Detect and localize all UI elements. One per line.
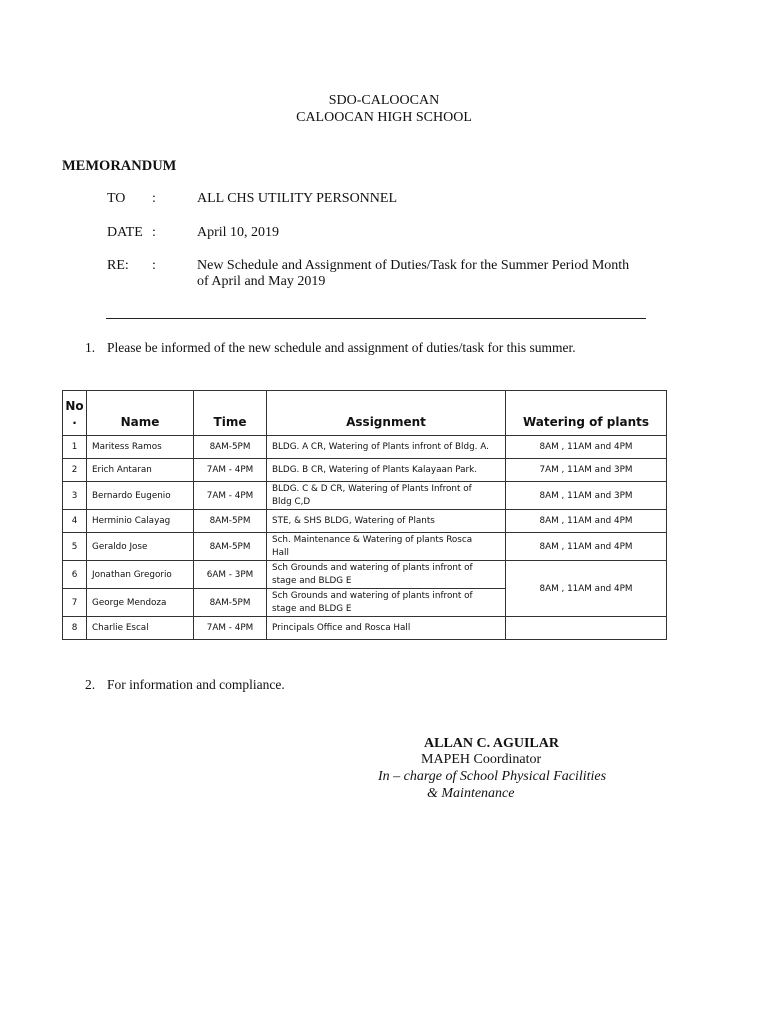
table-row [63, 533, 667, 561]
cell-time: 8AM-5PM [194, 589, 267, 617]
cell-assignment [267, 533, 506, 561]
cell-name: Geraldo Jose [87, 533, 194, 561]
cell-time: 6AM - 3PM [194, 561, 267, 589]
list-item-number: 1. [85, 340, 96, 355]
table-row [63, 482, 667, 510]
cell-no: 8 [63, 617, 87, 640]
cell-time: 7AM - 4PM [194, 482, 267, 510]
date-colon: : [152, 225, 156, 240]
cell-watering: 7AM , 11AM and 3PM [506, 459, 667, 482]
cell-watering: 8AM , 11AM and 3PM [506, 482, 667, 510]
list-item [85, 677, 285, 693]
signatory-title: MAPEH Coordinator [421, 752, 542, 767]
cell-assignment-line2: stage and BLDG E [272, 575, 352, 586]
table-row [63, 510, 667, 533]
cell-assignment-line1: Sch Grounds and watering of plants infront of [272, 562, 473, 573]
list-item [85, 340, 576, 356]
cell-name: Charlie Escal [87, 617, 194, 640]
cell-assignment-line1: BLDG. C & D CR, Watering of Plants Infront of [272, 483, 472, 494]
list-item-number: 2. [85, 677, 96, 692]
cell-time: 8AM-5PM [194, 533, 267, 561]
re-label: RE: [107, 258, 129, 273]
cell-assignment-line2: Bldg C,D [272, 496, 311, 507]
cell-time: 8AM-5PM [194, 436, 267, 459]
cell-assignment [267, 482, 506, 510]
cell-watering: 8AM , 11AM and 4PM [506, 533, 667, 561]
signatory-name: ALLAN C. AGUILAR [424, 736, 559, 751]
cell-watering-merged: 8AM , 11AM and 4PM [506, 561, 667, 617]
memo-title: MEMORANDUM [62, 158, 177, 174]
cell-name: Erich Antaran [87, 459, 194, 482]
table-row [63, 617, 667, 640]
re-value-line1: New Schedule and Assignment of Duties/Task for the Summer Period Month [197, 258, 630, 273]
cell-name: Jonathan Gregorio [87, 561, 194, 589]
cell-assignment-line1: Sch Grounds and watering of plants infront of [272, 590, 473, 601]
header-no-line1: No [65, 399, 84, 413]
re-value-line2: of April and May 2019 [197, 274, 326, 289]
table-row [63, 459, 667, 482]
cell-assignment: BLDG. B CR, Watering of Plants Kalayaan Park. [267, 459, 506, 482]
header-assignment: Assignment [267, 391, 506, 436]
cell-assignment: BLDG. A CR, Watering of Plants infront of Bldg. A. [267, 436, 506, 459]
to-value: ALL CHS UTILITY PERSONNEL [197, 191, 398, 206]
cell-time: 7AM - 4PM [194, 617, 267, 640]
signatory-role-line1: In – charge of School Physical Facilities [378, 769, 607, 784]
cell-no: 5 [63, 533, 87, 561]
cell-assignment: Principals Office and Rosca Hall [267, 617, 506, 640]
to-colon: : [152, 191, 156, 206]
signatory-role-line2: & Maintenance [427, 786, 515, 801]
cell-assignment-line2: stage and BLDG E [272, 603, 352, 614]
cell-name: Herminio Calayag [87, 510, 194, 533]
schedule-table [62, 390, 667, 640]
header-no-line2: . [72, 413, 77, 427]
cell-no: 4 [63, 510, 87, 533]
cell-no: 7 [63, 589, 87, 617]
table-row [63, 436, 667, 459]
header-watering: Watering of plants [506, 391, 667, 436]
cell-watering: 8AM , 11AM and 4PM [506, 436, 667, 459]
cell-no: 2 [63, 459, 87, 482]
header-time: Time [194, 391, 267, 436]
header-name: Name [87, 391, 194, 436]
school-heading: CALOOCAN HIGH SCHOOL [296, 110, 472, 125]
cell-no: 6 [63, 561, 87, 589]
cell-assignment-line2: Hall [272, 547, 289, 558]
cell-watering [506, 617, 667, 640]
cell-time: 7AM - 4PM [194, 459, 267, 482]
cell-name: George Mendoza [87, 589, 194, 617]
cell-name: Bernardo Eugenio [87, 482, 194, 510]
header-no [63, 391, 87, 436]
list-item-text: Please be informed of the new schedule and assignment of duties/task for this summer. [107, 340, 576, 355]
date-label: DATE [107, 225, 143, 240]
re-colon: : [152, 258, 156, 273]
table-row [63, 561, 667, 589]
cell-no: 3 [63, 482, 87, 510]
to-label: TO [107, 191, 126, 206]
cell-assignment [267, 589, 506, 617]
cell-assignment-line1: Sch. Maintenance & Watering of plants Rosca [272, 534, 473, 545]
table-header-row [63, 391, 667, 436]
cell-watering: 8AM , 11AM and 4PM [506, 510, 667, 533]
cell-no: 1 [63, 436, 87, 459]
cell-assignment: STE, & SHS BLDG, Watering of Plants [267, 510, 506, 533]
list-item-text: For information and compliance. [107, 677, 285, 692]
re-value [197, 258, 637, 290]
divider-line [106, 318, 646, 319]
date-value: April 10, 2019 [197, 225, 280, 240]
cell-name: Maritess Ramos [87, 436, 194, 459]
division-heading: SDO-CALOOCAN [328, 93, 440, 108]
cell-assignment [267, 561, 506, 589]
cell-time: 8AM-5PM [194, 510, 267, 533]
